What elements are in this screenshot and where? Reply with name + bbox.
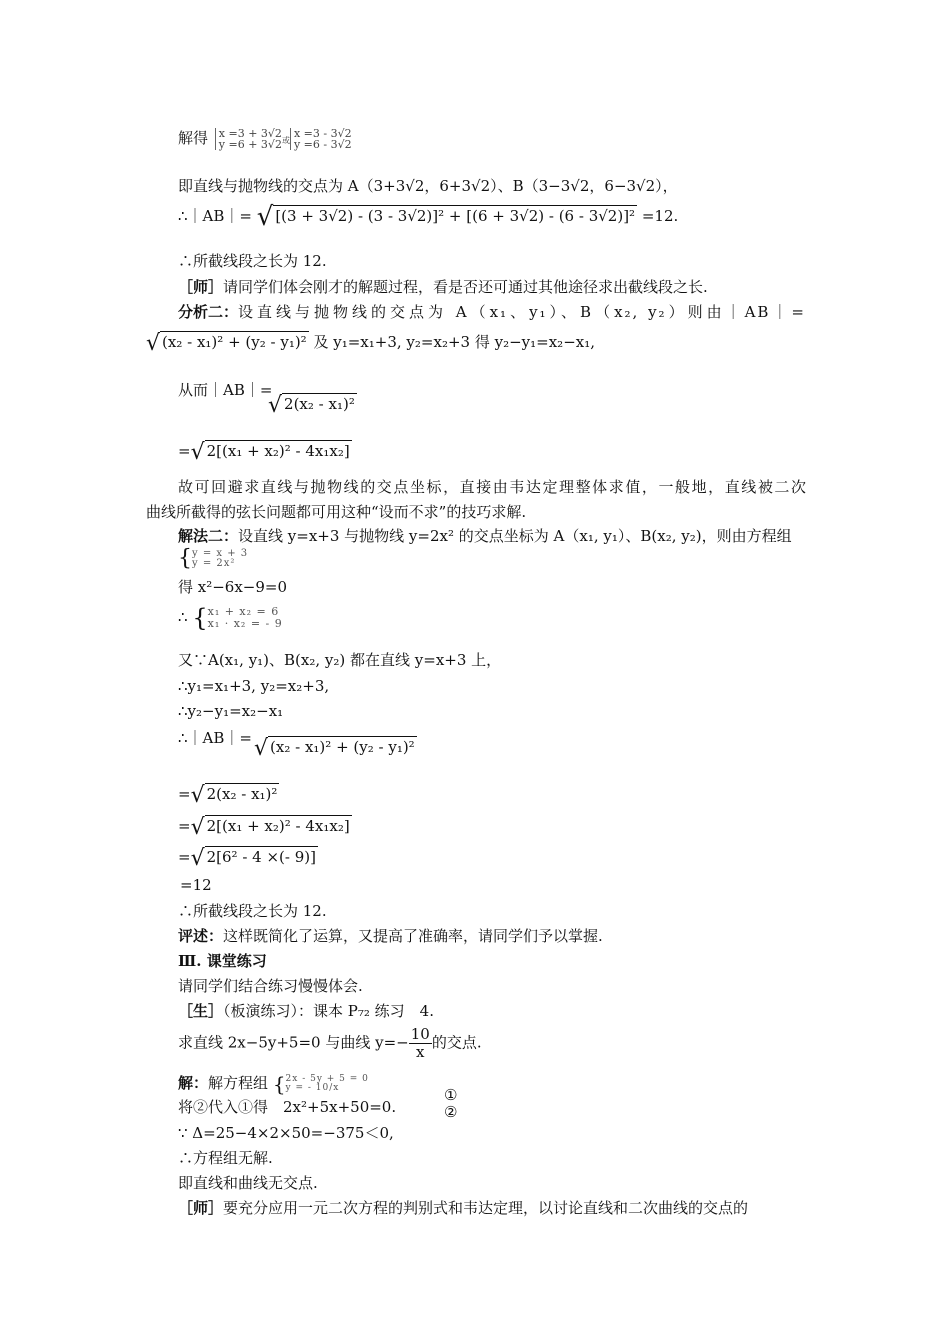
therefore-sign: ∴ [178, 608, 188, 626]
radical-expression: 2[6² - 4 ×(- 9)] [206, 848, 316, 866]
comment-text: 这样既简化了运算，又提高了准确率，请同学们予以掌握. [223, 927, 603, 945]
practice-intro: 请同学们结合练习慢慢体会. [178, 977, 363, 995]
radical-sign: √ [146, 331, 161, 356]
radical-expression: 2[(x₁ + x₂)² - 4x₁x₂] [206, 442, 350, 460]
radical-sign: √ [190, 440, 205, 465]
student-line [178, 1001, 434, 1021]
teacher-text: 请同学们体会刚才的解题过程，看是否还可通过其他途径求出截线段之长. [223, 278, 708, 296]
solution-eq-a: 2x - 5y + 5 = 0 [285, 1074, 369, 1084]
radical-sign: √ [190, 846, 205, 871]
equation-system-3 [178, 548, 248, 570]
section-heading-practice: Ⅲ. 课堂练习 [178, 952, 267, 970]
ab-length-expr-2 [268, 393, 357, 416]
no-solution-line: ∴方程组无解. [178, 1149, 273, 1167]
radical-sign: √ [254, 736, 269, 761]
radical-sign: √ [190, 783, 205, 808]
exercise-suffix: 的交点. [431, 1033, 482, 1052]
y-difference-line: ∴y₂−y₁=x₂−x₁ [178, 702, 284, 720]
equals-sign: = [178, 785, 191, 803]
equals-sign: = [178, 848, 191, 866]
paragraph-line-2: 曲线所截得的弦长问题都可用这种“设而不求”的技巧求解. [146, 503, 527, 521]
ab-result: =12. [641, 207, 679, 225]
ab-length-line-7 [178, 846, 318, 869]
analysis-two-line [178, 302, 806, 322]
method-two-text: 设直线 y=x+3 与抛物线 y=2x² 的交点坐标为 A（x₁, y₁）、B(x₂, y₂)，则由方程组 [238, 527, 792, 545]
radical-sign: √ [256, 202, 274, 232]
fraction [409, 1026, 432, 1061]
radical-expression: 2[(x₁ + x₂)² - 4x₁x₂] [206, 817, 350, 835]
system-2-eq-a: x =3 - 3√2 [293, 127, 352, 140]
paragraph-line-1: 故可回避求直线与抛物线的交点坐标，直接由韦达定理整体求值，一般地，直线被二次 [178, 478, 806, 496]
result-line: =12 [180, 876, 212, 894]
vieta-system-line [178, 606, 283, 630]
equation-system-1 [215, 128, 282, 150]
solution-eq-b: y = - 10/x [285, 1083, 340, 1093]
vieta-eq-b: x₁ · x₂ = - 9 [207, 617, 283, 630]
solution-text: 解方程组 [208, 1074, 269, 1092]
no-intersection-line: 即直线和曲线无交点. [178, 1174, 318, 1192]
comment-label: 评述： [178, 927, 224, 945]
student-label: ［生］ [178, 1002, 224, 1020]
analysis-two-text: 设直线与抛物线的交点为 A（x₁、y₁）、B（x₂, y₂）则由｜AB｜= [238, 303, 806, 321]
brace-icon: { [178, 546, 192, 571]
solution-label: 解： [178, 1074, 209, 1092]
derivation-text: 及 y₁=x₁+3, y₂=x₂+3 得 y₂−y₁=x₂−x₁, [313, 333, 595, 351]
ab-length-line-2 [178, 380, 272, 400]
marker-2: ② [444, 1103, 458, 1121]
brace-icon: { [272, 1072, 286, 1096]
marker-1: ① [444, 1086, 458, 1104]
radical-expression: 2(x₂ - x₁)² [284, 395, 355, 413]
teacher-label: ［师］ [178, 1199, 224, 1217]
system-1-eq-b: y =6 + 3√2 [218, 138, 282, 151]
analysis-two-label: 分析二： [178, 303, 239, 321]
radical-expression: (x₂ - x₁)² + (y₂ - y₁)² [270, 738, 415, 756]
intersection-points-line: 即直线与抛物线的交点为 A（3+3√2，6+3√2）、B（3−3√2，6−3√2）， [178, 177, 678, 195]
equals-sign: = [178, 442, 191, 460]
text-or: 或 [281, 136, 290, 145]
exercise-question-line [178, 1026, 482, 1061]
ab-prefix: 从而｜AB｜= [178, 381, 273, 399]
student-text: （板演练习）：课本 P₇₂ 练习 4. [223, 1002, 434, 1020]
exercise-text: 求直线 2x−5y+5=0 与曲线 y=− [178, 1033, 409, 1052]
solution-system-line [178, 1073, 369, 1094]
radical-expression: [(3 + 3√2) - (3 - 3√2)]² + [(6 + 3√2) - (6 - 3√2)]² [275, 207, 636, 225]
solution-line-1 [178, 128, 352, 150]
radical-expression: 2(x₂ - x₁)² [206, 785, 278, 803]
ab-length-line-1 [178, 202, 679, 232]
radical-sign: √ [268, 393, 283, 418]
substitution-line: 将②代入①得 2x²+5x+50=0. [178, 1098, 397, 1116]
teacher-line-1 [178, 277, 708, 297]
vieta-eq-a: x₁ + x₂ = 6 [207, 605, 280, 618]
method-two-line [178, 526, 792, 546]
ab-length-line-4 [178, 728, 252, 748]
ab-length-expr-4 [254, 736, 417, 759]
method-two-label: 解法二： [178, 527, 239, 545]
conclusion-line-1: ∴所截线段之长为 12. [178, 252, 327, 270]
ab-prefix: ∴｜AB｜= [178, 729, 252, 747]
ab-length-line-6 [178, 815, 352, 838]
equation-system-2 [290, 128, 352, 150]
ab-length-line-5 [178, 783, 279, 806]
radical-sign: √ [190, 815, 205, 840]
distance-formula-line [146, 331, 595, 354]
comment-line [178, 926, 603, 946]
teacher-label: ［师］ [178, 278, 224, 296]
ab-length-line-3 [178, 440, 352, 463]
equals-sign: = [178, 817, 191, 835]
teacher-text: 要充分应用一元二次方程的判别式和韦达定理，以讨论直线和二次曲线的交点的 [223, 1199, 749, 1217]
system-1-eq-a: x =3 + 3√2 [218, 127, 282, 140]
text-jiede: 解得 [178, 129, 209, 147]
conclusion-line-2: ∴所截线段之长为 12. [178, 902, 327, 920]
fraction-denominator: x [416, 1043, 425, 1061]
distance-formula: (x₂ - x₁)² + (y₂ - y₁)² [162, 333, 307, 351]
y-relation-line: ∴y₁=x₁+3, y₂=x₂+3, [178, 677, 330, 695]
system-2-eq-b: y =6 - 3√2 [293, 138, 352, 151]
brace-icon: { [192, 604, 208, 632]
fraction-numerator: 10 [410, 1025, 430, 1043]
quadratic-line: 得 x²−6x−9=0 [178, 578, 288, 596]
equation-markers [444, 1087, 457, 1121]
points-on-line-text: 又∵A(x₁, y₁)、B(x₂, y₂) 都在直线 y=x+3 上， [178, 651, 502, 669]
system-3-eq-b: y = 2x² [192, 558, 236, 569]
ab-prefix: ∴｜AB｜= [178, 207, 252, 225]
discriminant-line: ∵ Δ=25−4×2×50=−375＜0, [178, 1124, 394, 1142]
teacher-line-2 [178, 1198, 748, 1218]
system-3-eq-a: y = x + 3 [192, 548, 249, 559]
